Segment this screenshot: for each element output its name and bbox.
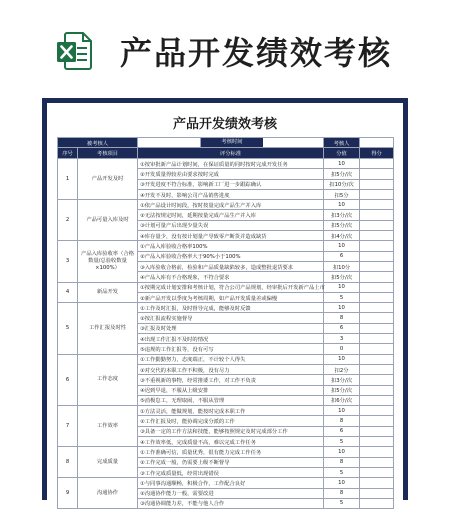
criterion-score: 扣5分/次 (324, 220, 360, 230)
criterion-text: ④库存量少，没有按计划量产导致零产断货并造成缺货 (138, 231, 324, 241)
result-cell[interactable] (360, 251, 394, 261)
result-cell[interactable] (360, 344, 394, 354)
criterion-score: 扣10分 (324, 261, 360, 271)
result-cell[interactable] (360, 261, 394, 271)
criterion-text: ①按审批新产品计划时间，在保证质量的同时按时完成开发任务 (138, 159, 324, 169)
column-header-row (58, 148, 394, 159)
result-cell[interactable] (360, 292, 394, 302)
criterion-score: 5 (324, 437, 360, 447)
section-item: 工作汇报及时性 (78, 303, 138, 354)
section-number: 6 (58, 354, 78, 405)
result-cell[interactable] (360, 169, 394, 179)
criterion-text: ②按汇报流程实施督导 (138, 313, 324, 323)
criterion-score: 8 (324, 488, 360, 498)
section-item: 新品开发 (78, 282, 138, 303)
criterion-text: ④产品入库有不合格现象，不符合要求 (138, 272, 324, 282)
table-row (58, 282, 394, 292)
section-number: 4 (58, 282, 78, 303)
criterion-score: 6 (324, 426, 360, 436)
criterion-score: 扣5分/次 (324, 169, 360, 179)
criterion-score: 扣2分 (324, 364, 360, 374)
result-cell[interactable] (360, 406, 394, 416)
criterion-text: ①产品入库验收合格率100% (138, 241, 324, 251)
table-row (58, 303, 394, 313)
criterion-text: ①按期完成计划安排和考核计划，符合公司产品规划，经审批后开发新产品上市 (138, 282, 324, 292)
criterion-score: 10 (324, 282, 360, 292)
criterion-text: ②无法按规定时间，延期按量完成产品生产并入库 (138, 210, 324, 220)
examinee-label: 被考核人 (58, 138, 138, 148)
section-number: 3 (58, 241, 78, 282)
criterion-text: ③具备一定的工作方法和技能，能够按照规定及时完成部分工作 (138, 426, 324, 436)
result-cell[interactable] (360, 334, 394, 344)
result-cell[interactable] (360, 426, 394, 436)
criterion-score: 扣5分/次 (324, 385, 360, 395)
section-number: 1 (58, 159, 78, 200)
criterion-score: 10 (324, 200, 360, 210)
section-number: 8 (58, 447, 78, 478)
criterion-text: ②工作汇报及时，能协调完成分派的工作 (138, 416, 324, 426)
result-cell[interactable] (360, 272, 394, 282)
document-sheet (47, 103, 403, 508)
criterion-score: 10 (324, 241, 360, 251)
table-row (58, 406, 394, 416)
criterion-text: ④开发不及时，影响公司产品销售进度 (138, 189, 324, 199)
criterion-text: ②新产品开发以季度为考核周期，如产品开发质量差或偏慢 (138, 292, 324, 302)
section-item: 产品入库验收率（合格数量/总验收数量×100%） (78, 241, 138, 282)
table-row (58, 447, 394, 457)
table-row (58, 354, 394, 364)
result-cell[interactable] (360, 210, 394, 220)
time-label: 考核时间 (201, 138, 263, 147)
result-cell[interactable] (360, 395, 394, 405)
section-number: 9 (58, 478, 78, 509)
criterion-text: ④工作效率低，完成质量不高，难以完成工作任务 (138, 437, 324, 447)
section-item: 完成质量 (78, 447, 138, 478)
criterion-text: ③不重视新的事物，经常推诿工作，对工作不负责 (138, 375, 324, 385)
time-value[interactable] (263, 138, 323, 147)
excel-icon (57, 31, 93, 71)
table-row (58, 478, 394, 488)
criterion-score: 8 (324, 457, 360, 467)
criterion-score: 10 (324, 406, 360, 416)
criterion-text: ④迟到早退，不服从上级安排 (138, 385, 324, 395)
criterion-score: 10 (324, 354, 360, 364)
criterion-text: ③沟通协调能力差，不能与他人合作 (138, 498, 324, 508)
criterion-text: ②开发质量得较差由要求按时完成 (138, 169, 324, 179)
section-item: 产品开发及时 (78, 159, 138, 200)
evaluation-table (57, 137, 394, 509)
criterion-score: 5 (324, 467, 360, 477)
result-cell[interactable] (360, 179, 394, 189)
criterion-text: ③工作完成质量低，经常出现错误 (138, 467, 324, 477)
info-row (58, 138, 394, 148)
criterion-score: 扣3分/次 (324, 210, 360, 220)
criterion-text: ①依产品设计时间段，按时按量完成产品生产并入库 (138, 200, 324, 210)
criterion-text: ⑤消极怠工，无理取闹，不服从管理 (138, 395, 324, 405)
criterion-score: 6 (324, 251, 360, 261)
page-header (0, 0, 450, 98)
result-cell[interactable] (360, 231, 394, 241)
section-item: 沟通协作 (78, 478, 138, 509)
examiner-value[interactable] (360, 138, 394, 148)
criterion-score: 扣5分/次 (324, 272, 360, 282)
criterion-text: ⑤违规的工作汇报等，没有可写 (138, 344, 324, 354)
section-item: 工作态度 (78, 354, 138, 405)
criterion-text: ③开发进度不符合标准，影响新工厂进一步跟踪确认 (138, 179, 324, 189)
criterion-text: ④出现工作汇报不及时的情况 (138, 334, 324, 344)
criterion-text: ③计划可量产后出现少量失误 (138, 220, 324, 230)
result-cell[interactable] (360, 437, 394, 447)
col-item-header: 考核项目 (78, 148, 138, 159)
result-cell[interactable] (360, 467, 394, 477)
result-cell[interactable] (360, 323, 394, 333)
result-cell[interactable] (360, 364, 394, 374)
col-result-header: 得分 (360, 148, 394, 159)
result-cell[interactable] (360, 313, 394, 323)
result-cell[interactable] (360, 303, 394, 313)
criterion-text: ②沟通协作能力一般，需要改进 (138, 488, 324, 498)
result-cell[interactable] (360, 488, 394, 498)
criterion-score: 扣5分 (324, 189, 360, 199)
col-criteria-header: 评分标准 (138, 148, 324, 159)
result-cell[interactable] (360, 416, 394, 426)
section-number: 5 (58, 303, 78, 354)
document-title: 产品开发绩效考核 (172, 117, 277, 132)
criterion-score: 8 (324, 416, 360, 426)
result-cell[interactable] (360, 354, 394, 364)
criterion-score: 3 (324, 334, 360, 344)
criterion-text: ③汇报及时处理 (138, 323, 324, 333)
criterion-score: 6 (324, 323, 360, 333)
result-cell[interactable] (360, 498, 394, 508)
criterion-score: 5 (324, 498, 360, 508)
result-cell[interactable] (360, 220, 394, 230)
result-cell[interactable] (360, 457, 394, 467)
criterion-score: 扣10分/次 (324, 179, 360, 189)
criterion-score: 10 (324, 478, 360, 488)
criterion-text: ①工作及时汇报，及时督导完成，能够及时反馈 (138, 303, 324, 313)
result-cell[interactable] (360, 189, 394, 199)
table-row (58, 200, 394, 210)
criterion-text: ③入库验收合格前，检验和产品质量缺陷较多，造成整批退货要求 (138, 261, 324, 271)
criterion-score: 扣4分/次 (324, 231, 360, 241)
criterion-score: 10 (324, 447, 360, 457)
criterion-score: 10 (324, 159, 360, 169)
criterion-text: ①方法灵活，能做规划，能按时完成本职工作 (138, 406, 324, 416)
criterion-score: 0 (324, 344, 360, 354)
criterion-score: 8 (324, 313, 360, 323)
result-cell[interactable] (360, 447, 394, 457)
section-item: 工作效率 (78, 406, 138, 447)
result-cell[interactable] (360, 385, 394, 395)
result-cell[interactable] (360, 159, 394, 169)
page-title: 产品开发绩效考核 (120, 34, 393, 72)
table-row (58, 159, 394, 169)
col-no-header: 序号 (58, 148, 78, 159)
result-cell[interactable] (360, 478, 394, 488)
result-cell[interactable] (360, 241, 394, 251)
section-number: 2 (58, 200, 78, 241)
section-item: 产品可量入库及时 (78, 200, 138, 241)
criterion-score: 5 (324, 292, 360, 302)
criterion-score: 10 (324, 303, 360, 313)
criterion-text: ②工作完成一般，仍需要上级不断督导 (138, 457, 324, 467)
criterion-text: ①工作准确可信，质量优秀，很有能力完成工作任务 (138, 447, 324, 457)
criterion-text: ①与同事沟通顺畅，积极合作，工作配合良好 (138, 478, 324, 488)
result-cell[interactable] (360, 375, 394, 385)
section-number: 7 (58, 406, 78, 447)
criterion-text: ①工作勤勤努力，态度端正，不计较个人得失 (138, 354, 324, 364)
criterion-score: 扣3分/次 (324, 375, 360, 385)
examinee-value[interactable] (138, 138, 201, 147)
result-cell[interactable] (360, 282, 394, 292)
table-row (58, 241, 394, 251)
col-score-header: 分值 (324, 148, 360, 159)
criterion-score: 扣6分/次 (324, 395, 360, 405)
result-cell[interactable] (360, 200, 394, 210)
examiner-label: 考核人 (324, 138, 360, 148)
criterion-text: ②对交代的本职工作不积极，没有尽力 (138, 364, 324, 374)
criterion-text: ②产品入库验收合格率大于90%小于100% (138, 251, 324, 261)
